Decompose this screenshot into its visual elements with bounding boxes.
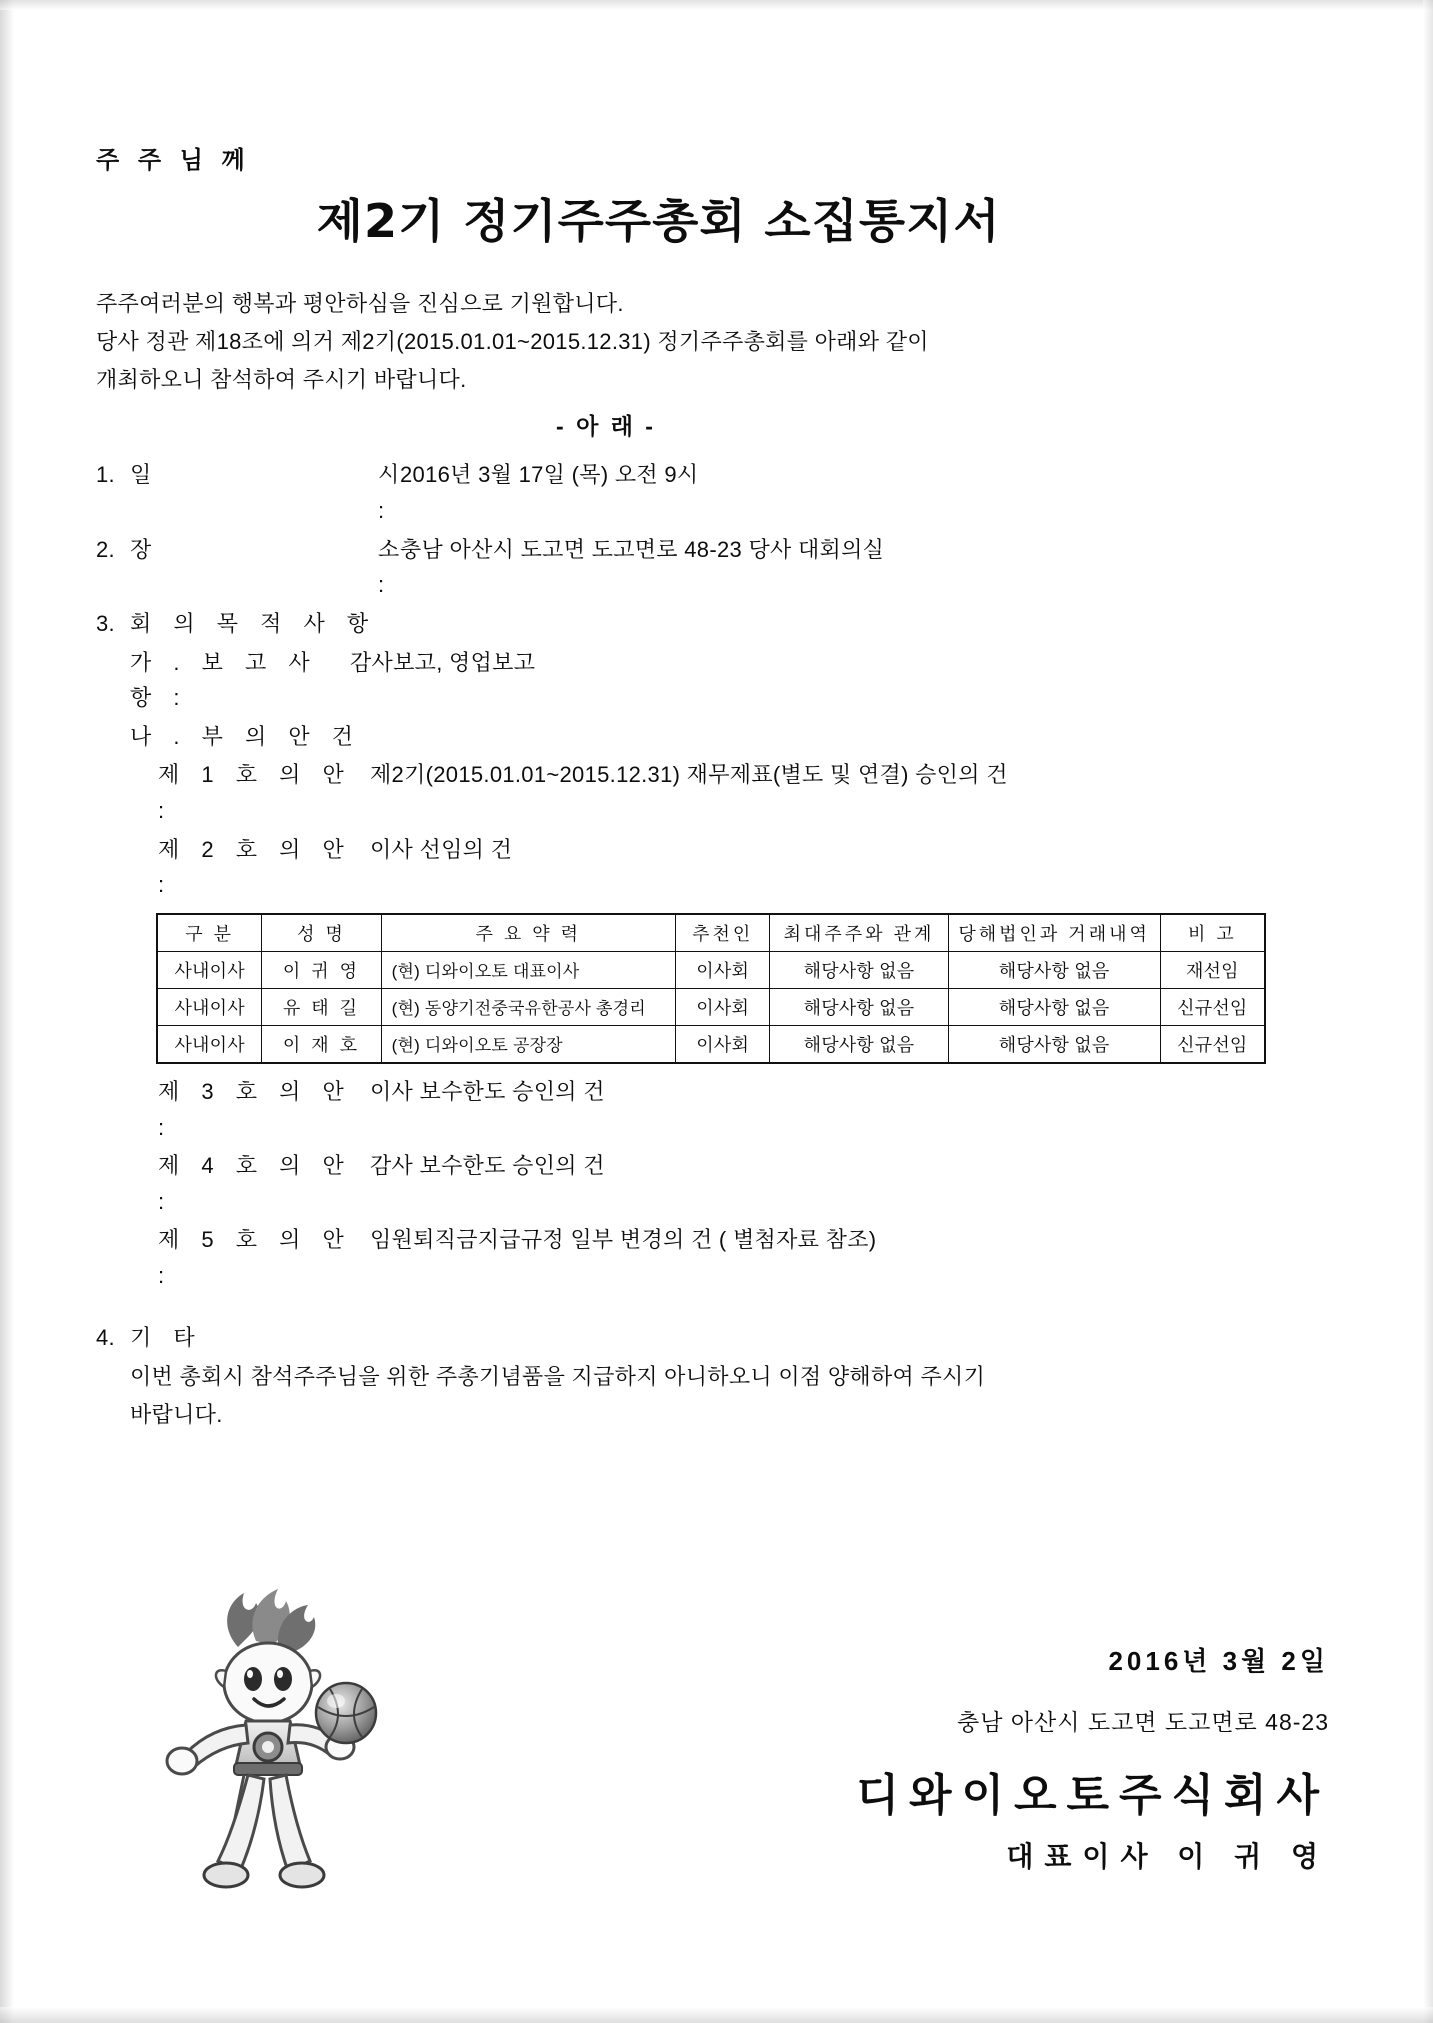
agenda-item-2	[96, 832, 1346, 903]
scan-edge-right	[1423, 0, 1433, 2023]
document-body	[96, 140, 1346, 1434]
cell-name: 이 귀 영	[262, 951, 381, 988]
sub-item-agenda-head	[96, 719, 1346, 755]
list-item-datetime	[96, 457, 1346, 528]
item-value: 2016년 3월 17일 (목) 오전 9시	[400, 462, 699, 488]
scan-edge-top	[0, 0, 1433, 10]
cell-relation: 해당사항 없음	[770, 951, 948, 988]
agenda-item-5	[96, 1222, 1346, 1293]
column-header-division: 구 분	[157, 914, 262, 952]
list-item-purpose	[96, 606, 1346, 642]
cell-recommender: 이사회	[675, 988, 770, 1025]
agenda-label: 제 5 호 의 안 :	[158, 1227, 352, 1289]
list-item-place	[96, 532, 1346, 603]
agenda-label: 제 2 호 의 안 :	[158, 836, 352, 898]
scan-edge-left	[0, 0, 14, 2023]
intro-paragraph	[96, 285, 1346, 398]
cell-remark: 신규선임	[1160, 988, 1265, 1025]
arae-divider-text: - 아 래 -	[556, 413, 656, 440]
sub-item-label: 나 . 부 의 안 건	[130, 723, 361, 749]
salutation: 주 주 님 께	[96, 147, 251, 174]
intro-line-2: 당사 정관 제18조에 의거 제2기(2015.01.01~2015.12.31) 정기주주총회를 아래와 같이	[96, 328, 929, 354]
intro-line-3: 개최하오니 참석하여 주시기 바랍니다.	[96, 366, 467, 392]
column-header-transaction: 당해법인과 거래내역	[948, 914, 1160, 952]
footer-company-name: 디와이오토주식회사	[856, 1770, 1329, 1821]
item-label: 기 타	[130, 1324, 203, 1350]
cell-transaction: 해당사항 없음	[948, 1025, 1160, 1063]
cell-transaction: 해당사항 없음	[948, 988, 1160, 1025]
sub-item-label: 가 . 보 고 사 항 :	[130, 649, 318, 711]
cell-transaction: 해당사항 없음	[948, 951, 1160, 988]
cell-career: (현) 동양기전중국유한공사 총경리	[381, 988, 675, 1025]
etc-paragraph	[96, 1358, 1346, 1434]
item-number: 3.	[96, 610, 115, 636]
cell-division: 사내이사	[157, 1025, 262, 1063]
column-header-name: 성 명	[262, 914, 381, 952]
document-footer	[856, 1641, 1329, 1875]
column-header-relation: 최대주주와 관계	[770, 914, 948, 952]
cell-name: 이 재 호	[262, 1025, 381, 1063]
cell-remark: 신규선임	[1160, 1025, 1265, 1063]
table-header-row	[157, 914, 1265, 952]
column-header-remark: 비 고	[1160, 914, 1265, 952]
board-candidates-table	[156, 913, 1266, 1064]
cell-relation: 해당사항 없음	[770, 988, 948, 1025]
column-header-recommender: 추천인	[675, 914, 770, 952]
table-row	[157, 1025, 1265, 1063]
agenda-item-1	[96, 757, 1346, 828]
table-row	[157, 988, 1265, 1025]
agenda-item-3	[96, 1074, 1346, 1145]
cell-remark: 재선임	[1160, 951, 1265, 988]
scan-edge-bottom	[0, 2007, 1433, 2023]
sub-item-report	[96, 645, 1346, 716]
agenda-label: 제 3 호 의 안 :	[158, 1078, 352, 1140]
cell-division: 사내이사	[157, 951, 262, 988]
cell-relation: 해당사항 없음	[770, 1025, 948, 1063]
agenda-item-4	[96, 1148, 1346, 1219]
etc-line-2: 바랍니다.	[130, 1402, 223, 1428]
item-separator: 시 :	[378, 462, 400, 524]
cell-recommender: 이사회	[675, 951, 770, 988]
cell-career: (현) 디와이오토 대표이사	[381, 951, 675, 988]
list-item-etc	[96, 1320, 1346, 1356]
page-title: 제2기 정기주주총회 소집통지서	[316, 194, 1001, 248]
item-label: 회 의 목 적 사 항	[130, 610, 377, 636]
company-mascot-illustration	[160, 1575, 390, 1895]
item-value: 충남 아산시 도고면 도고면로 48-23 당사 대회의실	[400, 536, 885, 562]
item-separator: 소 :	[378, 536, 400, 598]
item-number: 4.	[96, 1324, 115, 1350]
footer-date: 2016년 3월 2일	[1108, 1646, 1329, 1676]
item-label: 장	[130, 536, 160, 562]
cell-name: 유 태 길	[262, 988, 381, 1025]
etc-line-1: 이번 총회시 참석주주님을 위한 주총기념품을 지급하지 아니하오니 이점 양해하여 주시기	[130, 1364, 986, 1390]
cell-career: (현) 디와이오토 공장장	[381, 1025, 675, 1063]
footer-ceo: 대표이사 이 귀 영	[1006, 1841, 1329, 1872]
agenda-value: 감사 보수한도 승인의 건	[370, 1153, 605, 1179]
agenda-value: 임원퇴직금지급규정 일부 변경의 건 ( 별첨자료 참조)	[370, 1227, 877, 1253]
cell-recommender: 이사회	[675, 1025, 770, 1063]
agenda-value: 제2기(2015.01.01~2015.12.31) 재무제표(별도 및 연결) 승인의 건	[370, 762, 1008, 788]
footer-address: 충남 아산시 도고면 도고면로 48-23	[956, 1709, 1329, 1735]
item-number: 1.	[96, 462, 115, 488]
agenda-label: 제 4 호 의 안 :	[158, 1153, 352, 1214]
cell-division: 사내이사	[157, 988, 262, 1025]
agenda-value: 이사 보수한도 승인의 건	[370, 1078, 605, 1104]
sub-item-value: 감사보고, 영업보고	[350, 649, 536, 675]
item-number: 2.	[96, 536, 115, 562]
table-row	[157, 951, 1265, 988]
agenda-value: 이사 선임의 건	[370, 836, 513, 862]
agenda-label: 제 1 호 의 안 :	[158, 762, 352, 824]
item-label: 일	[130, 462, 160, 488]
column-header-career: 주 요 약 력	[381, 914, 675, 952]
intro-line-1: 주주여러분의 행복과 평안하심을 진심으로 기원합니다.	[96, 291, 624, 316]
